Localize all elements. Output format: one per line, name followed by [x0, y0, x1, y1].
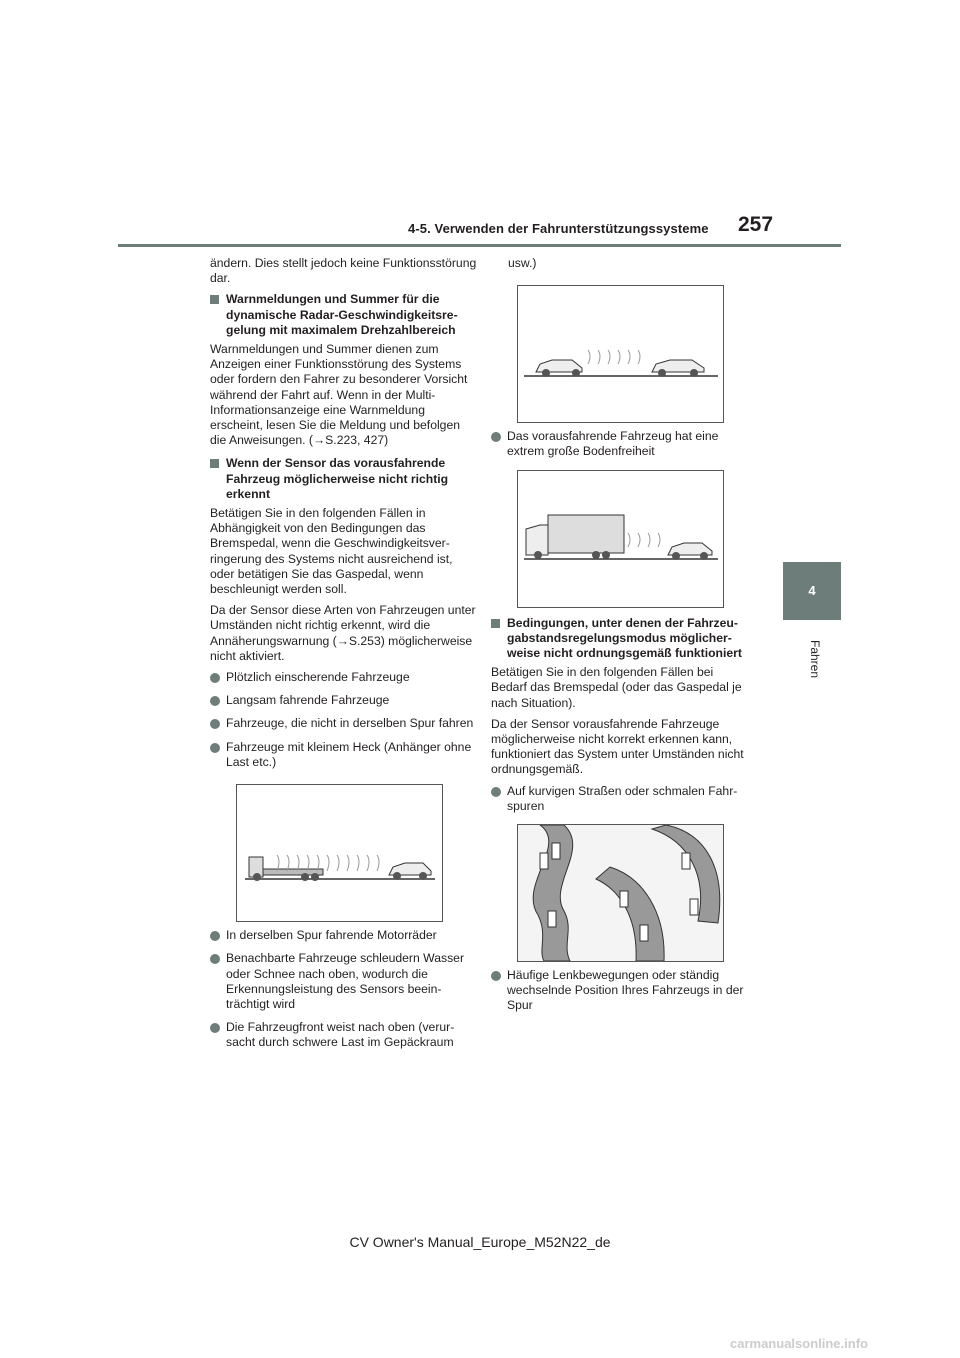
heading-following-mode: Bedingungen, unter denen der Fahrzeugabstandsregelungsmodus möglicherweise nicht ordnungsgemäß funktioniert: [491, 616, 751, 662]
list-item: Häufige Lenkbewegungen oder ständig wechselnde Position Ihres Fahrzeugs in der Spur: [491, 968, 751, 1014]
header-rule: [118, 244, 841, 247]
list-item: Benachbarte Fahrzeuge schleudern Wasser oder Schnee nach oben, wodurch die Erkennungsleistung des Sensors beeinträchtigt wird: [210, 951, 478, 1012]
list-item: In derselben Spur fahrende Motorräder: [210, 928, 478, 943]
paragraph-following-1: Betätigen Sie in den folgenden Fällen bei Bedarf das Bremspedal (oder das Gaspedal je nach Situation).: [491, 665, 742, 710]
list-item: Plötzlich einscherende Fahrzeuge: [210, 670, 478, 685]
illustration-truck: [517, 470, 724, 608]
left-column: [210, 256, 478, 1059]
paragraph-warnings: Warnmeldungen und Summer dienen zum Anzeigen einer Funktionsstörung des Systems oder fordern den Fahrer zu besonderer Vorsicht während der Fahrt auf. Wenn in der Multi-Informationsanzeige eine Warnmeldung erscheint, lesen Sie die Meldung und befolgen die Anweisungen. (→S.223, 427): [210, 342, 468, 448]
illustration-trailer: [236, 784, 443, 922]
section-title: 4-5. Verwenden der Fahrunterstützungssysteme: [408, 221, 709, 236]
list-item: Fahrzeuge mit kleinem Heck (Anhänger ohne Last etc.): [210, 740, 478, 770]
paragraph-sensor-1: Betätigen Sie in den folgenden Fällen in Abhängigkeit von den Bedingungen das Bremspedal, wenn die Geschwindigkeitsverringerung des Systems nicht ausreichend ist, oder betätigen Sie das Gaspedal, wenn beschleunigt werden soll.: [210, 506, 453, 597]
heading-warnings: Warnmeldungen und Summer für die dynamische Radar-Geschwindigkeitsregelung mit maximalem Drehzahlbereich: [210, 292, 478, 338]
paragraph-sensor-2: Da der Sensor diese Arten von Fahrzeugen unter Umständen nicht richtig erkennt, wird die Annäherungswarnung (→S.253) möglicherweise nicht aktiviert.: [210, 603, 476, 663]
list-item: Das vorausfahrende Fahrzeug hat eine extrem große Bodenfreiheit: [491, 429, 751, 459]
continued-text: usw.): [508, 256, 537, 270]
list-item: Langsam fahrende Fahrzeuge: [210, 693, 478, 708]
list-item: Fahrzeuge, die nicht in derselben Spur fahren: [210, 716, 478, 731]
right-column: [491, 256, 751, 1022]
list-item: Auf kurvigen Straßen oder schmalen Fahrspuren: [491, 784, 751, 814]
illustration-curves: [517, 824, 724, 962]
page-number: 257: [738, 213, 774, 236]
watermark[interactable]: carmanualsonline.info: [730, 1336, 868, 1351]
intro-text: ändern. Dies stellt jedoch keine Funktionsstörung dar.: [210, 256, 477, 286]
paragraph-following-2: Da der Sensor vorausfahrende Fahrzeuge möglicherweise nicht korrekt erkennen kann, funktioniert das System unter Umständen nicht ordnungsgemäß.: [491, 716, 744, 777]
chapter-tab[interactable]: 4: [783, 562, 841, 620]
chapter-label-text: Fahren: [808, 639, 822, 679]
footer-text: CV Owner's Manual_Europe_M52N22_de: [349, 1234, 611, 1250]
list-item: Die Fahrzeugfront weist nach oben (verursacht durch schwere Last im Gepäckraum: [210, 1020, 478, 1050]
chapter-label: [805, 632, 821, 692]
illustration-motorcycle: [517, 285, 724, 423]
heading-sensor: Wenn der Sensor das vorausfahrende Fahrzeug möglicherweise nicht richtig erkennt: [210, 456, 478, 502]
